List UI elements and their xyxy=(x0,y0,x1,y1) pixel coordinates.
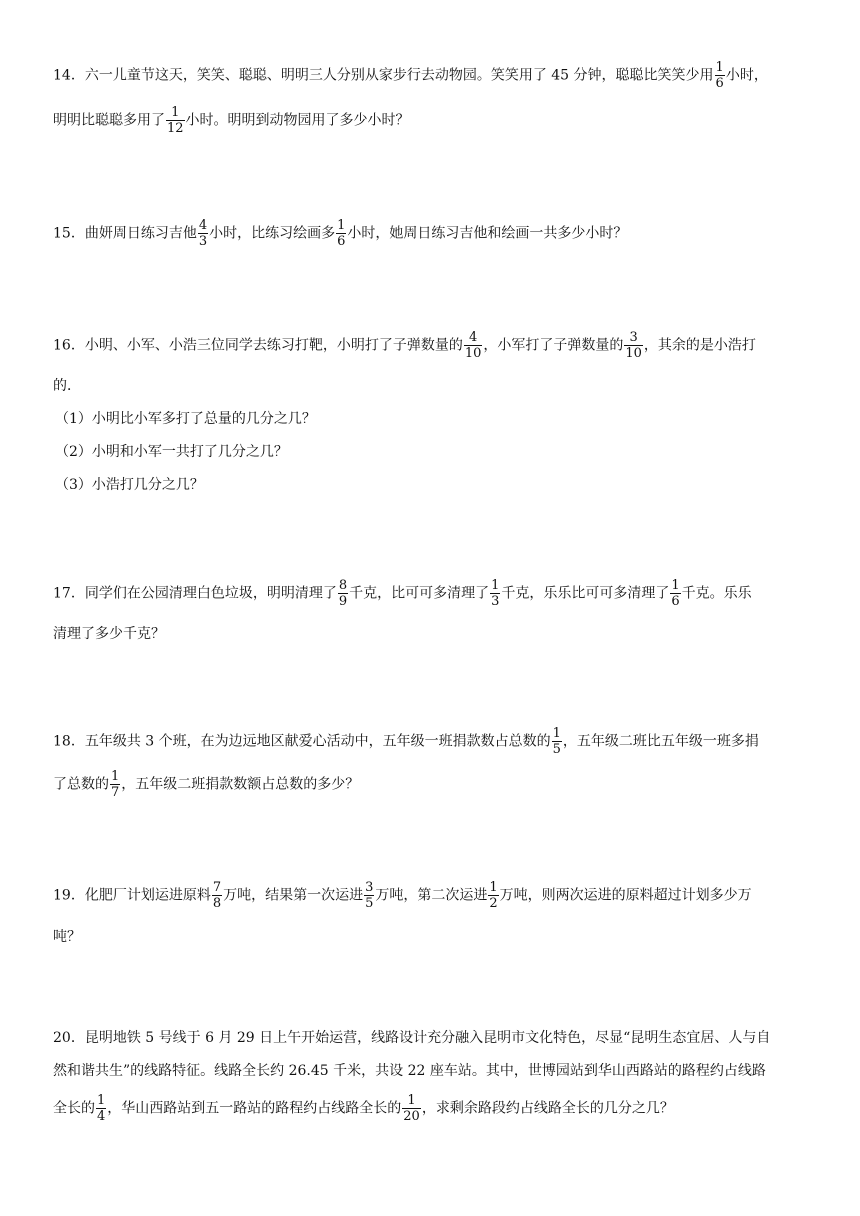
question-text: 同学们在公园清理白色垃圾，明明清理了 xyxy=(84,585,337,602)
numerator: 1 xyxy=(166,105,185,121)
fraction xyxy=(338,578,348,609)
question-text: 小时，她周日练习吉他和绘画一共多少小时？ xyxy=(347,225,628,242)
question-text: 万吨，结果第一次运进 xyxy=(223,887,364,904)
numerator: 1 xyxy=(671,578,680,593)
denominator: 9 xyxy=(338,594,348,609)
question-18-line-1 xyxy=(53,726,759,757)
fraction xyxy=(552,726,562,757)
question-text: 明明比聪聪多用了 xyxy=(53,112,165,129)
numerator: 1 xyxy=(97,1093,106,1108)
fraction xyxy=(624,330,643,361)
sub-question-2: （2）小明和小军一共打了几分之几？ xyxy=(55,444,288,460)
denominator: 3 xyxy=(198,234,208,249)
fraction xyxy=(198,218,208,249)
question-text: 曲妍周日练习吉他 xyxy=(84,225,197,242)
question-18-line-2 xyxy=(53,769,359,800)
fraction xyxy=(364,880,374,911)
question-16-line-1 xyxy=(53,330,756,361)
numerator: 1 xyxy=(552,726,561,741)
question-number: 19． xyxy=(53,887,85,904)
fraction xyxy=(488,880,498,911)
fraction xyxy=(96,1093,106,1124)
question-text: ，其余的是小浩打 xyxy=(643,337,756,354)
question-number: 14． xyxy=(53,67,85,84)
question-number: 15． xyxy=(53,225,85,242)
question-text: 全长的 xyxy=(53,1100,95,1117)
denominator: 4 xyxy=(97,1109,106,1124)
numerator: 1 xyxy=(491,578,500,593)
question-text: 小明、小军、小浩三位同学去练习打靶，小明打了子弹数量的 xyxy=(84,337,463,354)
numerator: 3 xyxy=(365,880,374,895)
question-text: 千克，比可可多清理了 xyxy=(349,585,490,602)
fraction xyxy=(166,105,185,136)
denominator: 6 xyxy=(671,594,680,609)
question-text: 六一儿童节这天，笑笑、聪聪、明明三人分别从家步行去动物园。笑笑用了 45 分钟，聪聪比笑笑少用 xyxy=(84,67,714,84)
fraction xyxy=(715,60,725,91)
denominator: 7 xyxy=(111,785,120,800)
question-number: 20． xyxy=(53,1030,85,1046)
question-text: 昆明地铁 5 号线于 6 月 29 日上午开始运营，线路设计充分融入昆明市文化特色，尽显“昆明生态宜居、人与自 xyxy=(84,1030,771,1046)
fraction xyxy=(110,769,120,800)
fraction xyxy=(402,1093,421,1124)
numerator: 4 xyxy=(198,218,208,233)
question-text: ，小军打了子弹数量的 xyxy=(483,337,624,354)
numerator: 3 xyxy=(624,330,643,346)
denominator: 5 xyxy=(365,896,374,911)
question-text: 千克，乐乐比可可多清理了 xyxy=(501,585,670,602)
question-number: 16． xyxy=(53,337,85,354)
question-text: 五年级共 3 个班，在为边远地区献爱心活动中，五年级一班捐款数占总数的 xyxy=(84,733,551,750)
question-20-line-3 xyxy=(53,1093,674,1124)
sub-question-3: （3）小浩打几分之几？ xyxy=(55,477,204,493)
denominator: 2 xyxy=(489,896,498,911)
question-17-line-1 xyxy=(53,578,752,609)
fraction xyxy=(464,330,483,361)
fraction xyxy=(490,578,500,609)
question-19-line-1 xyxy=(53,880,752,911)
question-number: 18． xyxy=(53,733,85,750)
numerator: 1 xyxy=(337,218,346,233)
question-19-line-2: 吨？ xyxy=(53,929,81,945)
numerator: 1 xyxy=(402,1093,421,1109)
question-text: 千克。乐乐 xyxy=(681,585,752,602)
fraction xyxy=(336,218,346,249)
numerator: 7 xyxy=(212,880,222,895)
sub-question-1: （1）小明比小军多打了总量的几分之几？ xyxy=(55,411,316,427)
question-number: 17． xyxy=(53,585,85,602)
question-14-line-2 xyxy=(53,105,410,136)
question-16-line-2: 的． xyxy=(53,378,81,394)
numerator: 8 xyxy=(338,578,348,593)
question-text: 万吨，则两次运进的原料超过计划多少万 xyxy=(499,887,752,904)
denominator: 6 xyxy=(337,234,346,249)
question-20-line-1 xyxy=(53,1027,770,1047)
numerator: 1 xyxy=(489,880,498,895)
question-text: 了总数的 xyxy=(53,776,109,793)
denominator: 8 xyxy=(212,896,222,911)
question-text: ，五年级二班捐款数额占总数的多少？ xyxy=(121,776,360,793)
fraction xyxy=(670,578,680,609)
fraction xyxy=(212,880,222,911)
question-text: 万吨，第二次运进 xyxy=(375,887,488,904)
question-text: ，华山西路站到五一路站的路程约占线路全长的 xyxy=(107,1100,402,1117)
denominator: 12 xyxy=(167,121,184,136)
question-text: 小时。明明到动物园用了多少小时？ xyxy=(185,112,410,129)
question-text: 化肥厂计划运进原料 xyxy=(84,887,211,904)
denominator: 10 xyxy=(464,346,482,361)
denominator: 20 xyxy=(403,1109,420,1124)
numerator: 1 xyxy=(111,769,120,784)
denominator: 3 xyxy=(491,594,500,609)
question-20-line-2: 然和谐共生”的线路特征。线路全长约 26.45 千米，共设 22 座车站。其中，世博园站到华山西路站的路程约占线路 xyxy=(53,1063,766,1079)
denominator: 6 xyxy=(715,76,724,91)
numerator: 1 xyxy=(715,60,724,75)
numerator: 4 xyxy=(464,330,483,346)
question-17-line-2: 清理了多少千克？ xyxy=(53,626,165,642)
denominator: 10 xyxy=(625,346,642,361)
question-text: ，求剩余路段约占线路全长的几分之几？ xyxy=(421,1100,674,1117)
question-14-line-1 xyxy=(53,60,768,91)
question-text: 小时，比练习绘画多 xyxy=(209,225,336,242)
question-text: 小时， xyxy=(725,67,768,84)
denominator: 5 xyxy=(552,742,561,757)
question-text: ，五年级二班比五年级一班多捐 xyxy=(562,733,759,750)
question-15-line-1 xyxy=(53,218,627,249)
